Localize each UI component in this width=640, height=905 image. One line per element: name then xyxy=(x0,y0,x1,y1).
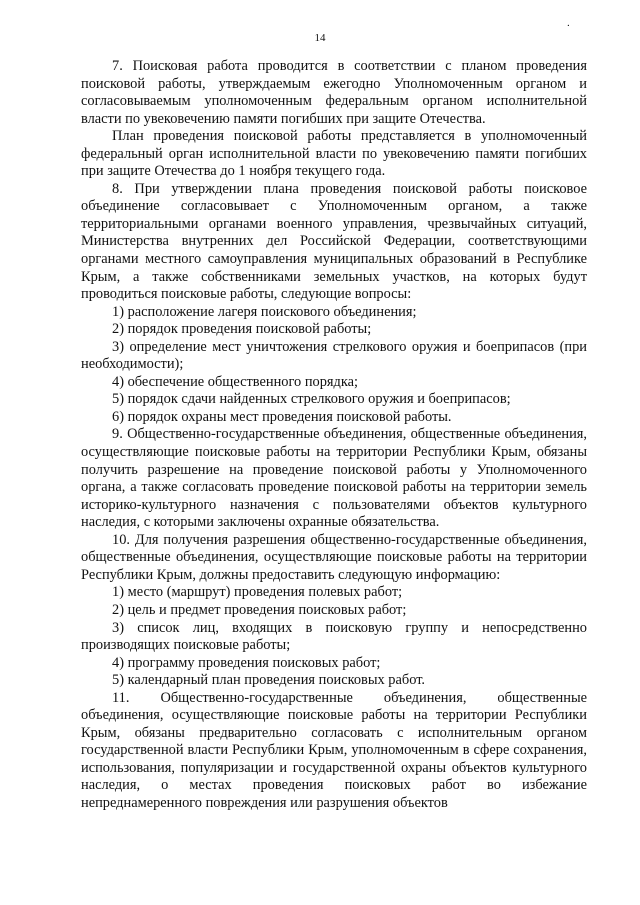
list-item-8-2: 2) порядок проведения поисковой работы; xyxy=(112,321,372,338)
paragraph-10: 10. Для получения разрешения общественно-государственные объединения, общественные объединения, осуществляющие поисковые работы на территории Республики Крым, должны предоставить следующую информацию: xyxy=(81,531,587,583)
paragraph-8: 8. При утверждении плана проведения поисковой работы поисковое объединение согласовывает с Уполномоченным органом, а также территориальными органами военного управления, чрезвычайных ситуаций, Министерства внутренних дел Российской Федерации, соответствующими органами местного самоуправления муниципальных образований в Республике Крым, а также собственниками земельных участков, на которых будут проводиться поисковые работы, следующие вопросы: xyxy=(81,180,587,303)
list-item-8-5: 5) порядок сдачи найденных стрелкового оружия и боеприпасов; xyxy=(112,391,511,408)
list-item-8-1: 1) расположение лагеря поискового объединения; xyxy=(112,303,417,320)
document-body xyxy=(81,58,587,813)
list-item-10-3: 3) список лиц, входящих в поисковую группу и непосредственно производящих поисковые работы; xyxy=(81,619,587,654)
page-number: 14 xyxy=(314,32,326,44)
list-item-8-3: 3) определение мест уничтожения стрелкового оружия и боеприпасов (при необходимости); xyxy=(81,338,587,373)
list-item-8-6: 6) порядок охраны мест проведения поисковой работы. xyxy=(112,408,452,425)
paragraph-plan-submission: План проведения поисковой работы представляется в уполномоченный федеральный орган исполнительной власти по увековечению памяти погибших при защите Отечества до 1 ноября текущего года. xyxy=(81,128,587,180)
paragraph-9: 9. Общественно-государственные объединения, общественные объединения, осуществляющие поисковые работы на территории Республики Крым, обязаны получить разрешение на проведение поисковой работы у Уполномоченного органа, а также согласовать проведение поисковой работы на территории земель историко-культурного назначения с пользователями объектов культурного наследия, с которыми заключены охранные обязательства. xyxy=(81,426,587,531)
paragraph-11: 11. Общественно-государственные объединения, общественные объединения, осуществляющие поисковые работы на территории Республики Крым, обязаны предварительно согласовать с исполнительным органом государственной власти Республики Крым, уполномоченным в сфере сохранения, использования, популяризации и государственной охраны объектов культурного наследия, о местах проведения поисковых работ во избежание непреднамеренного повреждения или разрушения объектов xyxy=(81,689,587,811)
corner-mark: . xyxy=(567,17,570,29)
list-item-10-4: 4) программу проведения поисковых работ; xyxy=(112,654,381,671)
list-item-10-1: 1) место (маршрут) проведения полевых работ; xyxy=(112,584,403,601)
list-item-8-4: 4) обеспечение общественного порядка; xyxy=(112,373,359,390)
paragraph-7: 7. Поисковая работа проводится в соответствии с планом проведения поисковой работы, утверждаемым ежегодно Уполномоченным органом и согласовываемым уполномоченным федеральным органом исполнительной власти по увековечению памяти погибших при защите Отечества. xyxy=(81,58,587,127)
list-item-10-2: 2) цель и предмет проведения поисковых работ; xyxy=(112,601,407,618)
list-item-10-5: 5) календарный план проведения поисковых работ. xyxy=(112,672,426,689)
